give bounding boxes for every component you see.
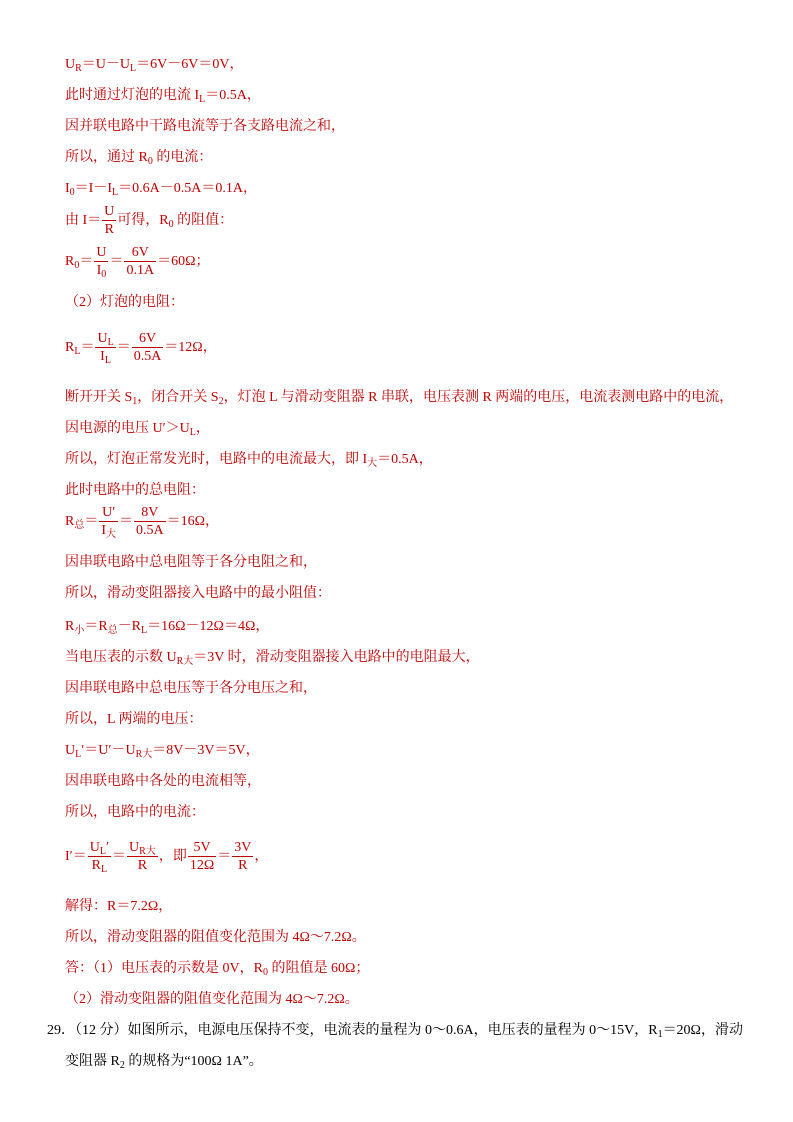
text-run: 0.1A (126, 263, 155, 279)
answer-line (65, 797, 205, 829)
text-run: U (89, 840, 100, 856)
text-run: ＝ (112, 849, 127, 864)
answer-line (65, 547, 317, 579)
text-run: U (104, 204, 115, 220)
answer-line (65, 891, 172, 923)
subscript: L (75, 749, 82, 760)
text-run: 因串联电路中总电压等于各分电压之和， (65, 681, 317, 696)
text-run: 解得：R＝7.2Ω， (65, 899, 173, 914)
text-run: ＝ (79, 254, 94, 269)
text-run: ＝0.5A， (377, 452, 433, 467)
answer-line (65, 611, 269, 643)
fraction (188, 839, 216, 874)
subscript: 0 (262, 967, 268, 978)
subscript: 大 (106, 529, 117, 541)
answer-line (65, 326, 217, 370)
text-run: 当电压表的示数 U (65, 650, 177, 665)
text-run: 29．（12 分）如图所示，电源电压保持不变，电流表的量程为 0～0.6A，电压表的量程为 0～15V，R (47, 1023, 658, 1038)
text-run: 12Ω (189, 858, 215, 874)
subscript: 总 (107, 625, 118, 636)
fraction (134, 504, 166, 539)
text-run: ＝6V－6V＝0V， (136, 57, 244, 72)
text-run: 的电流： (152, 150, 213, 165)
text-run: U (129, 840, 140, 856)
text-run: U (65, 743, 76, 758)
subscript: L (141, 625, 148, 636)
text-run: R (65, 254, 75, 269)
text-run: ＝8V－3V＝5V， (152, 743, 260, 758)
fraction (132, 330, 164, 365)
fraction (124, 244, 156, 279)
text-run: 所以，滑动变阻器接入电路中的最小阻值： (65, 586, 331, 601)
answer-line (65, 49, 243, 81)
text-run: ＝20Ω，滑动 (662, 1023, 743, 1038)
fraction-denominator (134, 521, 166, 539)
fraction-denominator (132, 347, 164, 365)
text-run: 0.5A (133, 349, 162, 365)
text-run: U′ (102, 505, 116, 521)
text-run: ，即 (158, 849, 187, 864)
text-run: 因并联电路中干路电流等于各支路电流之和， (65, 119, 345, 134)
fraction (232, 839, 253, 874)
text-run: I (96, 263, 102, 279)
subscript: R大 (176, 656, 194, 667)
text-run: ， (254, 849, 269, 864)
fraction (99, 504, 118, 539)
text-run: 变阻器 R (65, 1054, 120, 1069)
text-run: ＝ (109, 254, 124, 269)
fraction-numerator (102, 203, 116, 220)
text-run: 此时通过灯泡的电流 I (65, 88, 200, 103)
fraction-denominator (102, 220, 116, 238)
text-run: ＝0.6A－0.5A＝0.1A， (118, 181, 257, 196)
text-run: ＝0.5A， (205, 88, 261, 103)
subscript: 0 (69, 187, 75, 198)
subscript: L (107, 337, 114, 349)
answer-line (65, 287, 184, 319)
text-run: 6V (138, 331, 157, 347)
text-run: U (65, 57, 76, 72)
fraction (88, 839, 111, 874)
text-run: 所以，滑动变阻器的阻值变化范围为 4Ω～7.2Ω。 (65, 930, 366, 945)
fraction-denominator (94, 261, 108, 279)
text-run: 因串联电路中各处的电流相等， (65, 774, 261, 789)
answer-line (65, 673, 317, 705)
subscript: L (189, 427, 196, 438)
fraction-numerator (232, 839, 253, 856)
text-run: R (65, 514, 75, 529)
fraction-denominator (88, 856, 111, 874)
text-run: U (97, 331, 108, 347)
answer-line (65, 642, 480, 674)
answer-line (65, 922, 366, 954)
text-run: U (96, 245, 107, 261)
fraction-denominator (124, 261, 156, 279)
answer-line (65, 984, 359, 1016)
answer-line (65, 240, 210, 284)
text-run: ， (195, 421, 210, 436)
fraction-denominator (127, 856, 158, 874)
text-run: ＝I－I (74, 181, 112, 196)
text-run: ＝16Ω， (166, 514, 220, 529)
subscript: L (74, 346, 81, 357)
text-run: ＝16Ω－12Ω＝4Ω， (147, 619, 270, 634)
text-run: R (137, 858, 148, 874)
answer-line (65, 382, 733, 414)
subscript: L (101, 864, 108, 876)
fraction-denominator (99, 521, 118, 539)
text-run: R (65, 340, 75, 355)
answer-line (65, 735, 260, 767)
subscript: 大 (367, 458, 378, 469)
answer-line (65, 413, 210, 445)
fraction-numerator (132, 330, 164, 347)
answer-line (65, 111, 345, 143)
subscript: L (130, 63, 137, 74)
text-run: 3V (234, 840, 252, 856)
subscript: 1 (132, 396, 138, 407)
answer-line (65, 142, 212, 174)
fraction-denominator (188, 856, 216, 874)
subscript: R (75, 63, 82, 74)
text-run: －R (117, 619, 142, 634)
subscript: R大 (139, 846, 156, 858)
text-run: （2）滑动变阻器的阻值变化范围为 4Ω～7.2Ω。 (65, 992, 359, 1007)
subscript: L (112, 187, 119, 198)
subscript: L (99, 846, 106, 858)
subscript: 0 (101, 269, 107, 281)
text-run: ＝12Ω， (164, 340, 217, 355)
text-run: 的阻值： (173, 213, 234, 228)
subscript: 0 (168, 219, 174, 230)
text-run: 因串联电路中总电阻等于各分电阻之和， (65, 555, 317, 570)
text-run: 8V (141, 505, 159, 521)
text-run: 所以，灯泡正常发光时，电路中的电流最大，即 I (65, 452, 368, 467)
subscript: 2 (218, 396, 224, 407)
text-run: 所以，L 两端的电压： (65, 712, 203, 727)
question-line (47, 1015, 743, 1047)
text-run: 此时电路中的总电阻： (65, 483, 205, 498)
text-run: 所以，电路中的电流： (65, 805, 205, 820)
text-run: ＝60Ω； (157, 254, 210, 269)
fraction-denominator (95, 347, 115, 365)
subscript: 0 (74, 260, 80, 271)
text-run: R (65, 619, 75, 634)
text-run: ′ (105, 840, 110, 856)
answer-line (65, 444, 433, 476)
text-run: I (65, 181, 70, 196)
subscript: 0 (147, 156, 153, 167)
subscript: 2 (119, 1060, 125, 1071)
text-run: ＝3V 时，滑动变阻器接入电路中的电阻最大， (193, 650, 480, 665)
fraction-numerator (188, 839, 216, 856)
text-run: 0.5A (136, 523, 164, 539)
text-run: ＝ (80, 340, 95, 355)
text-run: 所以，通过 R (65, 150, 148, 165)
text-run: 断开开关 S (65, 390, 133, 405)
subscript: R大 (135, 749, 153, 760)
subscript: 总 (74, 520, 85, 531)
text-run: 的阻值是 60Ω； (267, 961, 370, 976)
text-run: 答：（1）电压表的示数是 0V，R (65, 961, 263, 976)
text-run: ＝R (84, 619, 108, 634)
text-run: ′＝U′－U (81, 743, 136, 758)
answer-line (65, 578, 331, 610)
text-run: I′＝ (65, 849, 87, 864)
text-run: I (100, 349, 105, 365)
fraction-numerator (99, 504, 118, 521)
fraction-numerator (124, 244, 156, 261)
text-run: ＝U－U (81, 57, 131, 72)
subscript: L (104, 355, 111, 367)
text-run: R (238, 858, 248, 874)
text-run: ，闭合开关 S (137, 390, 219, 405)
fraction (127, 839, 158, 874)
text-run: ＝ (116, 340, 131, 355)
answer-line (65, 953, 369, 985)
text-run: I (101, 523, 107, 539)
text-run: 可得，R (117, 213, 169, 228)
text-run: 6V (131, 245, 149, 261)
answer-line (65, 704, 203, 736)
answer-line (65, 766, 261, 798)
text-run: ＝ (119, 514, 134, 529)
answer-line (65, 199, 233, 243)
subscript: 小 (74, 625, 85, 636)
question-line (65, 1046, 263, 1078)
text-run: 5V (193, 840, 211, 856)
answer-line (65, 500, 219, 544)
text-run: ＝ (217, 849, 232, 864)
text-run: R (104, 222, 114, 238)
subscript: L (199, 94, 206, 105)
fraction-numerator (94, 244, 108, 261)
answer-line (65, 835, 268, 879)
fraction-numerator (88, 839, 111, 856)
answer-line (65, 80, 261, 112)
subscript: 1 (657, 1029, 663, 1040)
fraction-numerator (134, 504, 166, 521)
text-run: ，灯泡 L 与滑动变阻器 R 串联，电压表测 R 两端的电压，电流表测电路中的电流， (223, 390, 734, 405)
text-run: 的规格为“100Ω 1A”。 (124, 1054, 263, 1069)
fraction-denominator (232, 856, 253, 874)
fraction-numerator (95, 330, 115, 347)
text-run: ＝ (84, 514, 99, 529)
text-run: R (91, 858, 101, 874)
fraction (95, 330, 115, 365)
text-run: 由 I＝ (65, 213, 102, 228)
text-run: （2）灯泡的电阻： (65, 295, 184, 310)
text-run: 因电源的电压 U′＞U (65, 421, 190, 436)
fraction (102, 203, 116, 238)
fraction (94, 244, 108, 279)
fraction-numerator (127, 839, 158, 856)
